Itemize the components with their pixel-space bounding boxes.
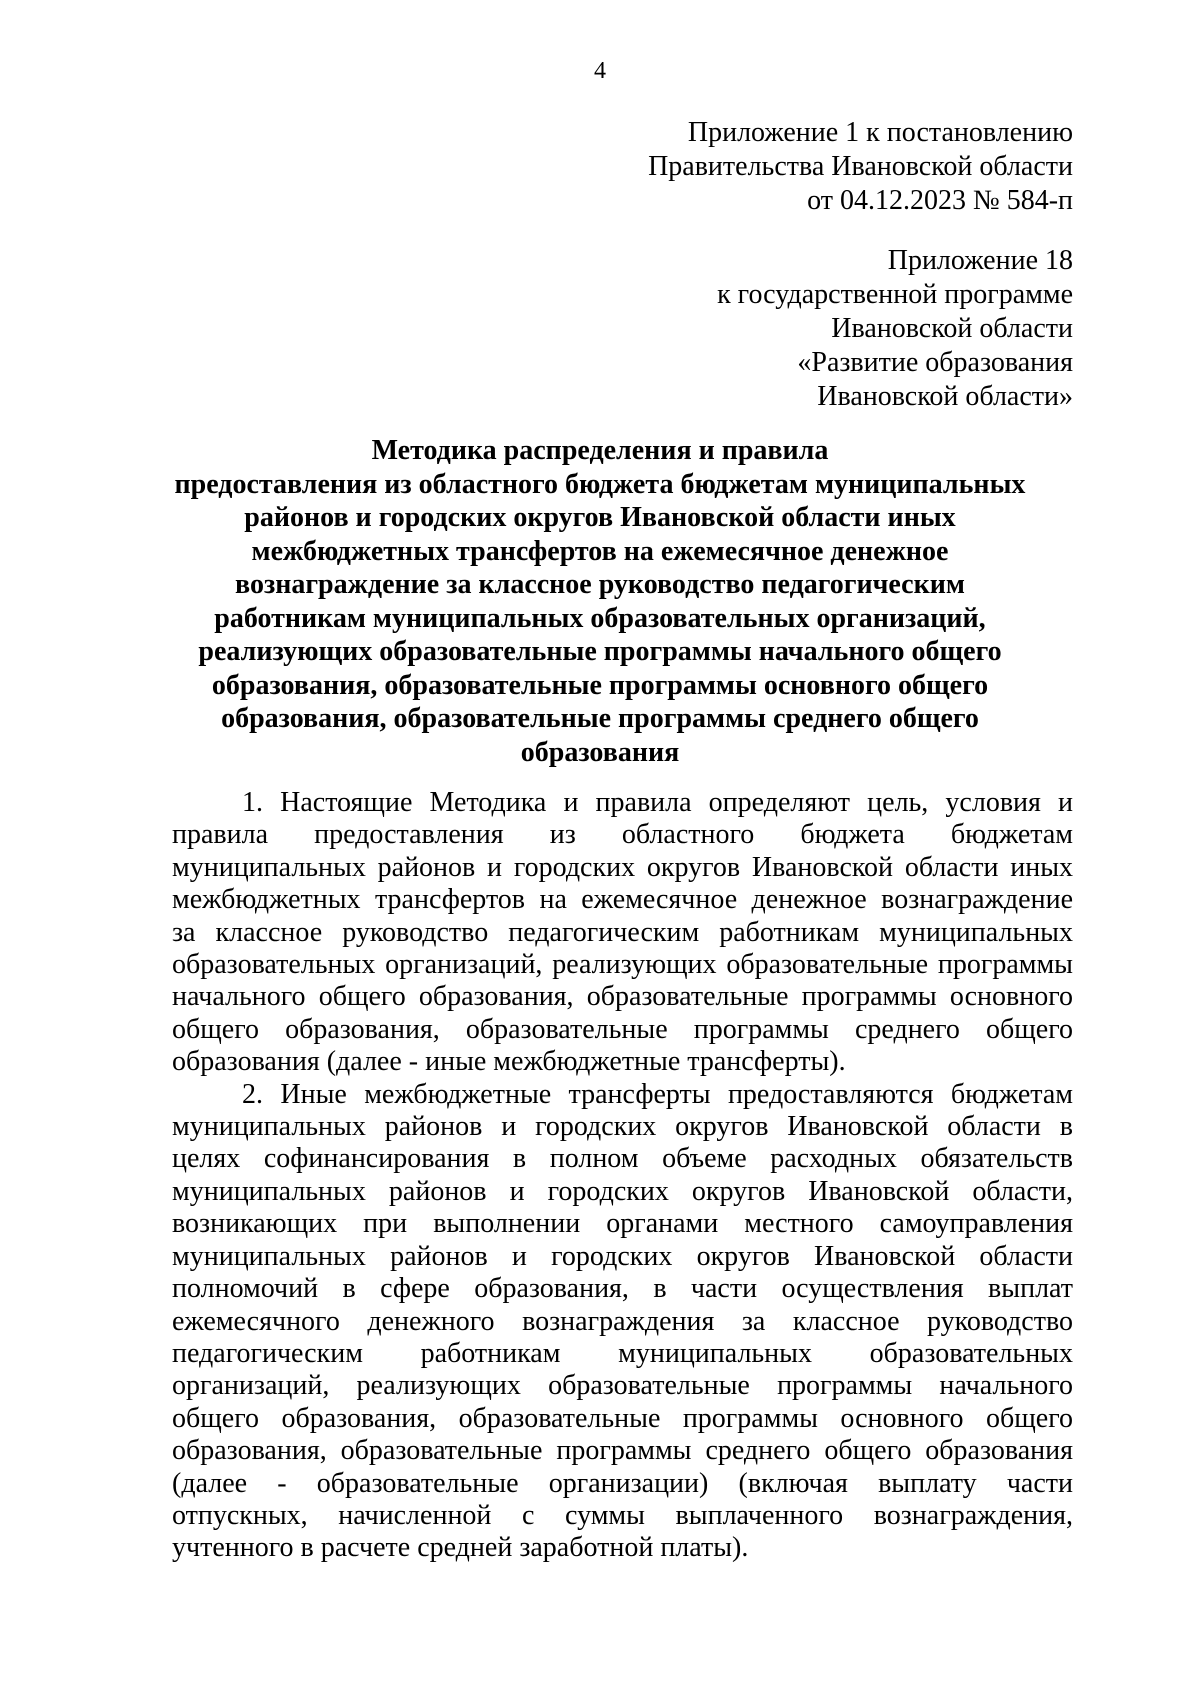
title-line: реализующих образовательные программы начального общего [198, 636, 1002, 667]
paragraph-line: муниципальных районов и городских округов Ивановской области [172, 1240, 1073, 1272]
title-line: межбюджетных трансфертов на ежемесячное денежное [251, 535, 949, 567]
paragraph-line: возникающих при выполнении органами местного самоуправления [172, 1208, 1073, 1240]
paragraph-2 [172, 1079, 1073, 1565]
paragraph-line: 2. Иные межбюджетные трансферты предоставляются бюджетам [242, 1078, 1073, 1110]
title-line: работникам муниципальных образовательных организаций, [214, 602, 986, 634]
title-line: вознаграждение за классное руководство педагогическим [235, 569, 965, 600]
paragraph-line: муниципальных районов и городских округов Ивановской области, [172, 1175, 1073, 1207]
paragraph-line: образования, образовательные программы среднего общего образования [172, 1435, 1073, 1467]
appendix-18-header [717, 244, 1073, 414]
paragraph-line: за классное руководство педагогическим работникам муниципальных [172, 916, 1073, 948]
paragraph-line: образовательных организаций, реализующих образовательные программы [172, 949, 1073, 981]
paragraph-line: образования (далее - иные межбюджетные трансферты). [172, 1046, 846, 1078]
paragraph-line: муниципальных районов и городских округов Ивановской области иных [172, 851, 1073, 883]
paragraph-line: организаций, реализующих образовательные программы начального [172, 1370, 1073, 1402]
paragraph-1 [172, 787, 1073, 1079]
appendix-1-line: Приложение 1 к постановлению [687, 117, 1073, 148]
title-line: образования [520, 736, 680, 768]
paragraph-line: целях софинансирования в полном объеме расходных обязательств [172, 1143, 1073, 1175]
paragraph-line: отпускных, начисленной с суммы выплаченного вознаграждения, [172, 1499, 1073, 1531]
paragraph-line: педагогическим работникам муниципальных образовательных [172, 1337, 1073, 1369]
appendix-1-line: Правительства Ивановской области [648, 151, 1073, 182]
title-line: образования, образовательные программы среднего общего [221, 703, 979, 734]
paragraph-line: правила предоставления из областного бюджета бюджетам [172, 819, 1073, 851]
paragraph-line: учтенного в расчете средней заработной платы). [172, 1532, 749, 1564]
appendix-1-header [648, 116, 1073, 218]
document-title [150, 434, 1050, 769]
paragraph-line: начального общего образования, образовательные программы основного [172, 981, 1073, 1013]
paragraph-line: общего образования, образовательные программы основного общего [172, 1402, 1073, 1434]
title-line: образования, образовательные программы основного общего [211, 669, 989, 701]
appendix-18-line: Ивановской области» [817, 381, 1073, 412]
title-line: Методика распределения и правила [371, 435, 829, 466]
paragraph-line: (далее - образовательные организации) (включая выплату части [172, 1467, 1073, 1499]
paragraph-line: 1. Настоящие Методика и правила определяют цель, условия и [242, 787, 1073, 818]
paragraph-line: полномочий в сфере образования, в части осуществления выплат [172, 1273, 1073, 1305]
appendix-18-line: Приложение 18 [887, 245, 1073, 276]
page-number: 4 [594, 58, 606, 84]
appendix-18-line: к государственной программе [717, 279, 1073, 310]
paragraph-line: ежемесячного денежного вознаграждения за классное руководство [172, 1305, 1073, 1337]
title-line: районов и городских округов Ивановской области иных [244, 502, 956, 533]
appendix-18-line: Ивановской области [831, 313, 1073, 344]
paragraph-line: межбюджетных трансфертов на ежемесячное денежное вознаграждение [172, 884, 1073, 916]
appendix-1-line: от 04.12.2023 № 584-п [807, 185, 1073, 216]
document-body [172, 787, 1073, 1565]
paragraph-line: общего образования, образовательные программы среднего общего [172, 1013, 1073, 1045]
appendix-18-line: «Развитие образования [797, 347, 1073, 378]
title-line: предоставления из областного бюджета бюджетам муниципальных [174, 468, 1026, 500]
paragraph-line: муниципальных районов и городских округов Ивановской области в [172, 1111, 1073, 1143]
